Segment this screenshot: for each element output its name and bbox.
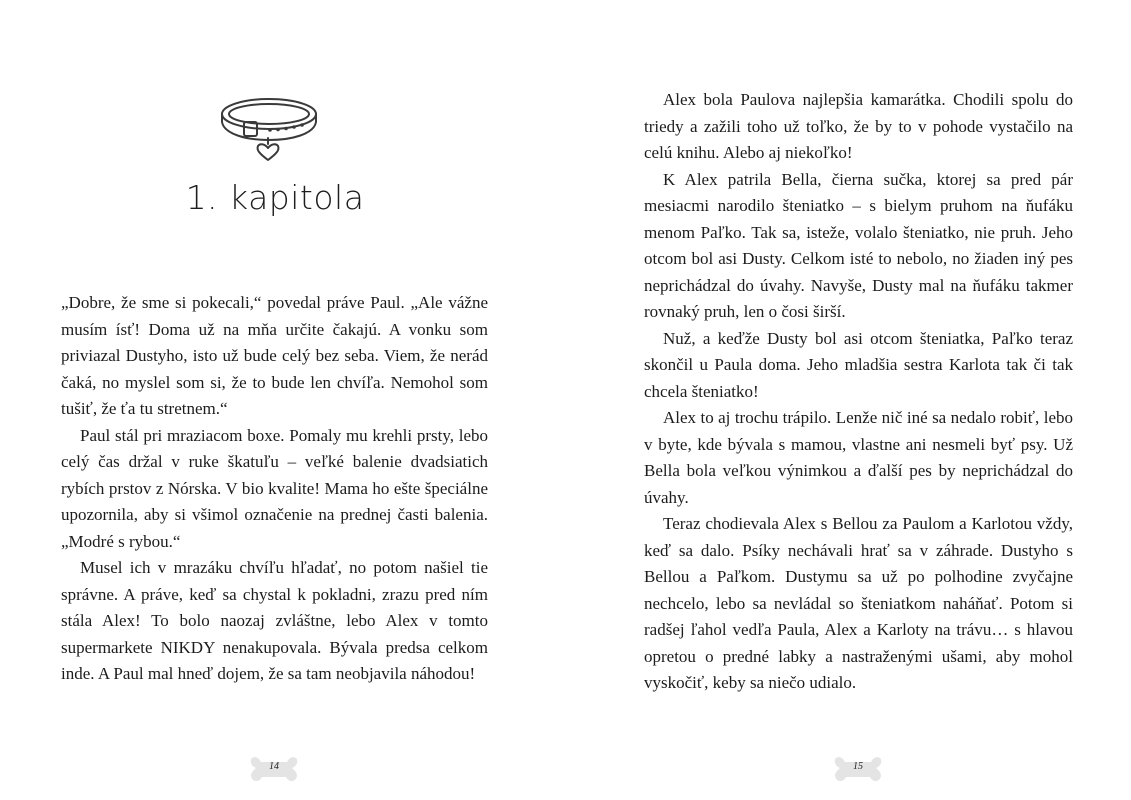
page-number-text: 14 (269, 761, 279, 772)
left-page (0, 0, 565, 800)
page-number-text: 15 (853, 761, 863, 772)
paragraph: K Alex patrila Bella, čierna sučka, ktorej sa pred pár mesiacmi narodilo šteniatko – s bielym pruhom na ňufáku menom Paľko. Tak sa, isteže, volalo šteniatko, nie pruh. Jeho otcom bol asi Dusty. Celkom isté to nebolo, no žiaden iný pes neprichádzal do úvahy. Navyše, Dusty mal na ňufáku takmer rovnaký pruh, len o čosi širší. (644, 169, 1073, 321)
left-page-text (61, 290, 488, 688)
dog-collar-icon (218, 92, 320, 164)
paragraph: Alex to aj trochu trápilo. Lenže nič iné sa nedalo robiť, lebo v byte, kde bývala s mamou, vlastne ani nesmeli byť psy. Už Bella bola veľkou výnimkou a ďalší pes by neprichádzal do úvahy. (644, 408, 1073, 507)
page-number-left (249, 752, 299, 786)
chapter-title: 1. kapitola (185, 178, 365, 217)
right-page-text (644, 87, 1073, 697)
paragraph: Teraz chodievala Alex s Bellou za Paulom a Karlotou vždy, keď sa dalo. Psíky nechávali hrať sa v záhrade. Dustyho s Bellou a Paľkom. Dustymu sa už po polhodine zvyčajne nechcelo, lebo sa nevládal so šteniatkom naháňať. Potom si radšej ľahol vedľa Paula, Alex a Karloty na trávu… s hlavou opretou o predné labky a nastraženými ušami, aby mohol vyskočiť, keby sa niečo udialo. (644, 514, 1073, 692)
paragraph: Nuž, a keďže Dusty bol asi otcom šteniatka, Paľko teraz skončil u Paula doma. Jeho mladšia sestra Karlota tak či tak chcela šteniatko! (644, 328, 1073, 401)
paragraph: Musel ich v mrazáku chvíľu hľadať, no potom našiel tie správne. A práve, keď sa chystal k pokladni, zrazu pred ním stála Alex! To bolo naozaj zvláštne, lebo Alex v tomto supermarkete NIKDY nenakupovala. Bývala predsa celkom inde. A Paul mal hneď dojem, že sa tam neobjavila náhodou! (61, 558, 488, 683)
paragraph: Paul stál pri mraziacom boxe. Pomaly mu krehli prsty, lebo celý čas držal v ruke škatuľu – veľké balenie dvadsiatich rybích prstov z Nórska. V bio kvalite! Mama ho ešte špeciálne upozornila, aby si všimol označenie na prednej časti balenia. „Modré s rybou.“ (61, 425, 488, 551)
paragraph: Alex bola Paulova najlepšia kamarátka. Chodili spolu do triedy a zažili toho už toľko, že by to v pohode vystačilo na celú knihu. Alebo aj niekoľko! (644, 90, 1073, 162)
page-number-right (833, 752, 883, 786)
paragraph: „Dobre, že sme si pokecali,“ povedal práve Paul. „Ale vážne musím ísť! Doma už na mňa určite čakajú. A vonku som priviazal Dustyho, isto už bude celý bez seba. Viem, že nerád čaká, no myslel som si, že to bude len chvíľa. Nemohol som tušiť, že ťa tu stretnem.“ (61, 293, 488, 418)
